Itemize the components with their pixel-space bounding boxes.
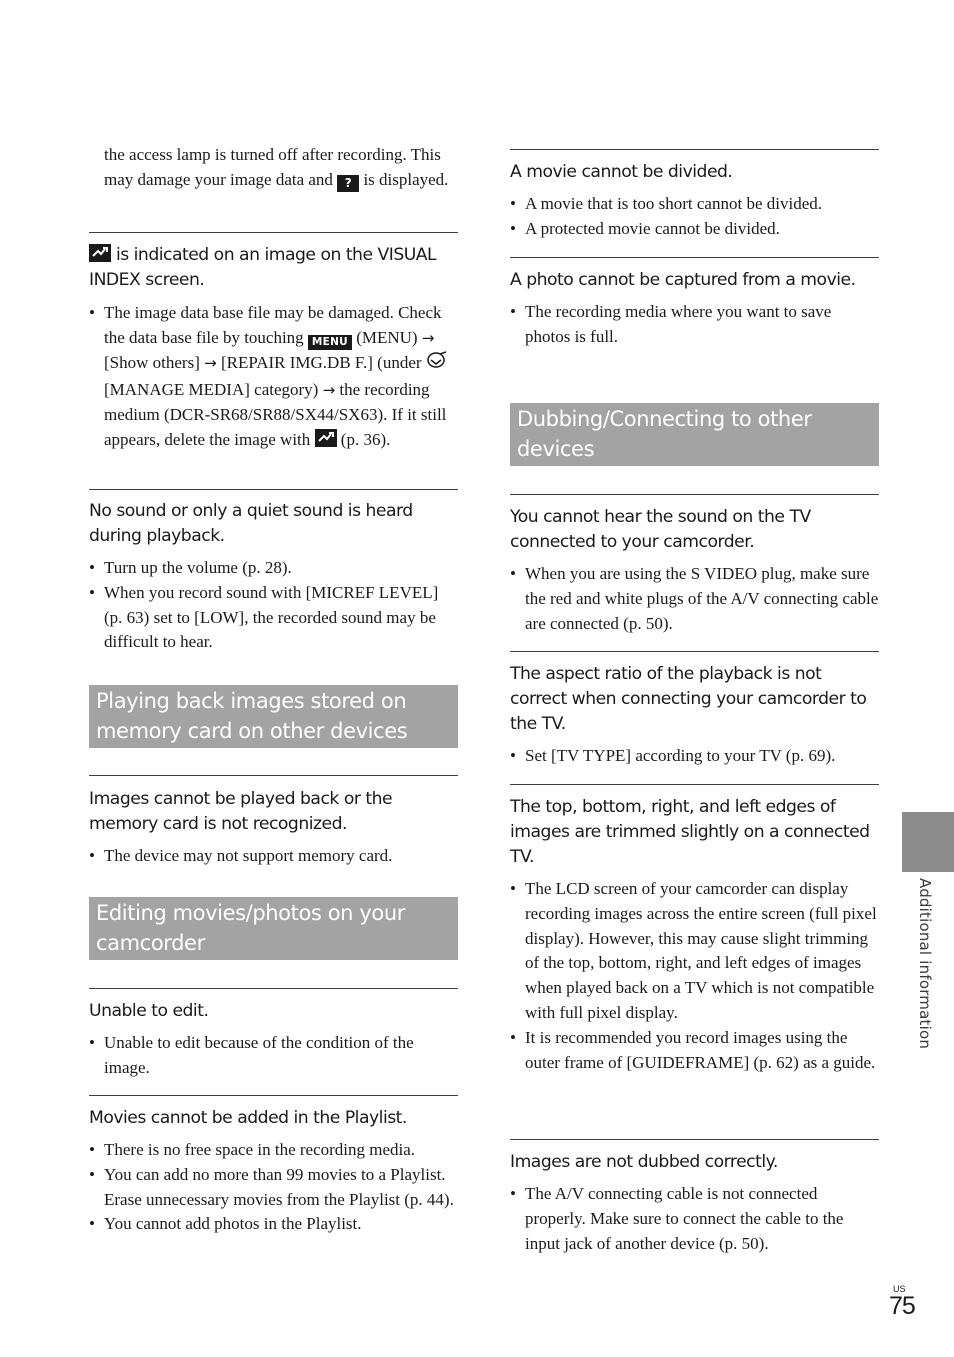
issue-bullets (89, 556, 458, 655)
delete-image-icon (315, 429, 337, 447)
issue-heading: A movie cannot be divided. (510, 162, 733, 182)
issue-heading: No sound or only a quiet sound is heard during playback. (89, 501, 413, 546)
list-item: • Unable to edit because of the condition of the image. (89, 1033, 414, 1077)
list-item: • There is no free space in the recording media. (89, 1140, 416, 1159)
issue-heading: A photo cannot be captured from a movie. (510, 270, 856, 290)
list-item: • The device may not support memory card. (89, 846, 393, 865)
issue-bullets (510, 562, 879, 636)
list-item: • The image data base file may be damaged. Check the data base file by touching MENU (MENU) → [Show others] → [REPAIR IMG.DB F.] (under [MANAGE MEDIA] category) → the recording medium (DCR-SR68/SR88/SX44/SX63). If it still appears, delete the image with (p. 36). (89, 301, 458, 453)
issue-tv-sound (510, 494, 879, 636)
list-item: • The A/V connecting cable is not connected properly. Make sure to connect the cable to the input jack of another device (p. 50). (510, 1184, 844, 1253)
issue-bullets (510, 300, 879, 350)
issue-playlist (89, 1095, 458, 1237)
page-region: US (893, 1284, 906, 1294)
list-item: • You can add no more than 99 movies to a Playlist. Erase unnecessary movies from the Playlist (p. 44). (89, 1164, 454, 1209)
list-item: • When you are using the S VIDEO plug, make sure the red and white plugs of the A/V connecting cable are connected (p. 50). (510, 564, 879, 633)
list-item: • The recording media where you want to save photos is full. (510, 302, 832, 346)
list-item: • The LCD screen of your camcorder can display recording images across the entire screen (full pixel display). However, this may cause slight trimming of the top, bottom, right, and left edges of images when played back on a TV which is not compatible with full pixel display. (510, 879, 877, 1022)
menu-icon: MENU (308, 335, 352, 350)
list-item: • It is recommended you record images using the outer frame of [GUIDEFRAME] (p. 62) as a guide. (510, 1027, 876, 1072)
arrow-right-icon: → (322, 381, 336, 400)
issue-movie-divide (510, 149, 879, 242)
list-item: • You cannot add photos in the Playlist. (89, 1214, 362, 1234)
issue-aspect-ratio (510, 651, 879, 769)
issue-trimmed-edges (510, 784, 879, 1075)
issue-photo-capture (510, 257, 879, 350)
issue-bullets (510, 1182, 879, 1256)
issue-heading: The top, bottom, right, and left edges of images are trimmed slightly on a connected TV. (510, 797, 870, 867)
side-tab-label: Additional information (916, 878, 934, 1050)
database-error-icon (89, 244, 111, 262)
issue-sound (89, 489, 458, 655)
issue-heading: is indicated on an image on the VISUAL INDEX screen. (89, 245, 437, 290)
issue-heading: Images cannot be played back or the memory card is not recognized. (89, 789, 393, 834)
manage-media-icon (426, 351, 450, 379)
page-number: 75 (889, 1292, 915, 1320)
arrow-right-icon: → (204, 353, 217, 372)
issue-bullets (510, 744, 879, 769)
section-title-dubbing: Dubbing/Connecting to other devices (510, 403, 879, 466)
issue-bullets (89, 1138, 458, 1237)
issue-bullets (89, 1031, 458, 1081)
arrow-right-icon: → (421, 328, 435, 347)
list-item: • Set [TV TYPE] according to your TV (p. 69). (510, 746, 836, 765)
list-item: • A movie that is too short cannot be divided. (510, 194, 822, 213)
section-title-playback: Playing back images stored on memory card on other devices (89, 685, 458, 748)
issue-heading: The aspect ratio of the playback is not correct when connecting your camcorder to the TV. (510, 664, 867, 734)
issue-heading: Movies cannot be added in the Playlist. (89, 1108, 407, 1128)
issue-bullets (89, 844, 458, 869)
issue-unable-to-edit (89, 988, 458, 1081)
list-item: • Turn up the volume (p. 28). (89, 558, 292, 577)
issue-heading: You cannot hear the sound on the TV connected to your camcorder. (510, 507, 811, 552)
continuation-part-a: the access lamp is turned off after recording. This may damage your image data and (104, 145, 441, 189)
issue-dubbing (510, 1139, 879, 1256)
side-tab-marker (902, 812, 954, 872)
section-title-editing: Editing movies/photos on your camcorder (89, 897, 458, 960)
issue-database-file (89, 232, 458, 453)
issue-heading: Images are not dubbed correctly. (510, 1152, 778, 1172)
question-icon: ? (337, 175, 359, 192)
issue-memory-card (89, 775, 458, 869)
list-item: • A protected movie cannot be divided. (510, 218, 780, 238)
continuation-part-b: is displayed. (363, 169, 449, 189)
continuation-text (89, 143, 458, 193)
issue-bullets (510, 192, 879, 242)
list-item: • When you record sound with [MICREF LEVEL] (p. 63) set to [LOW], the recorded sound may be difficult to hear. (89, 582, 439, 652)
issue-bullets (510, 877, 879, 1075)
issue-bullets (89, 301, 458, 453)
issue-heading: Unable to edit. (89, 1001, 209, 1021)
